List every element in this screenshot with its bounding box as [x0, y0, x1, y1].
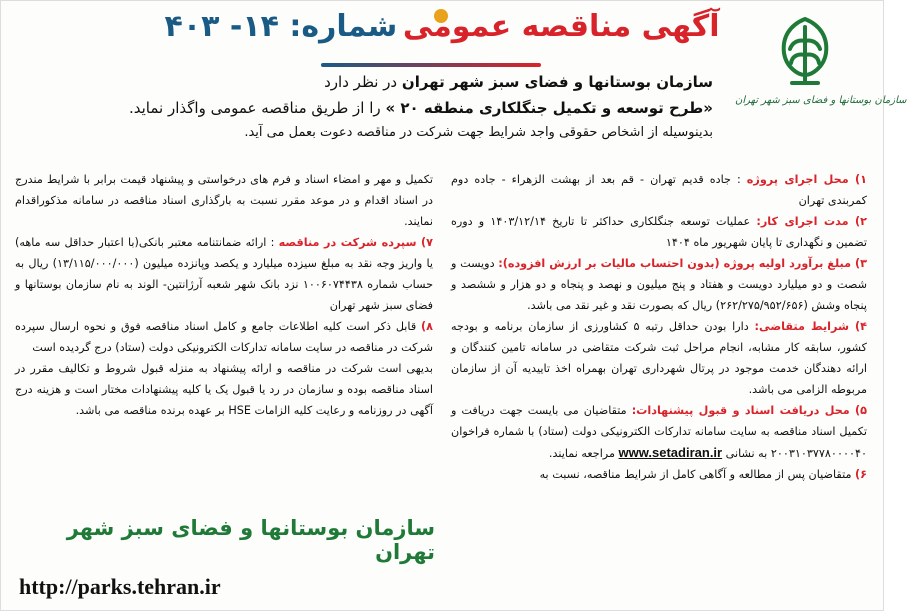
footer-url-link[interactable]: http://parks.tehran.ir [19, 574, 221, 599]
title-main: آگهی مناقصه عمومی [402, 9, 720, 44]
section-5-text-a: متقاضیان می بایست جهت دریافت و تکمیل اسناد مناقصه به سایت سامانه تدارکات الکترونیکی دولت (ستاد) با شماره فراخوان ۲۰۰۳۱۰۳۷۷۸۰۰۰۰۴۰ به نشانی [451, 404, 867, 460]
section-5 [451, 400, 867, 464]
intro-invite: بدینوسیله از اشخاص حقوقی واجد شرایط جهت شرکت در مناقصه دعوت بعمل می آید. [244, 125, 713, 140]
closing-paragraph: بدیهی است شرکت در مناقصه و ارائه پیشنهاد به منزله قبول شروط و تکالیف مقرر در اسناد مناقصه بوده و سازمان در رد یا قبول یک یا کلیه پیشنهادات مختار است و هزینه درج آگهی در روزنامه و رعایت کلیه الزامات HSE بر عهده برنده مناقصه می باشد. [15, 362, 433, 417]
intro-line-2 [21, 99, 713, 117]
section-5-title: ۵) محل دریافت اسناد و قبول پیشنهادات: [631, 404, 868, 417]
section-5-text-b: مراجعه نمایند. [548, 447, 615, 460]
section-1-text: : جاده قدیم تهران - قم بعد از بهشت الزهراء - جاده دوم کمربندی تهران [451, 173, 867, 207]
section-8-title: ۸) [421, 320, 434, 333]
left-column [15, 169, 433, 421]
organization-logo [735, 13, 907, 123]
section-4-text: دارا بودن حداقل رتبه ۵ کشاورزی از سازمان برنامه و بودجه کشور، سابقه کار مشابه، انجام مراحل ثبت شرکت متقاضی در سامانه تامین کنندگان و ارائه دهندگان خدمت موجود در پرتال شهرداری تهران بهمراه اخذ تاییدیه آن از سازمان مربوطه الزامی می باشد. [451, 320, 867, 396]
section-2 [451, 211, 867, 253]
section-6-text: متقاضیان پس از مطالعه و آگاهی کامل از شرایط مناقصه، نسبت به [539, 468, 852, 481]
section-2-text: عملیات توسعه جنگلکاری حداکثر تا تاریخ ۱۴۰۳/۱۲/۱۴ و دوره تضمین و نگهداری تا پایان شهریور ماه ۱۴۰۴ [451, 215, 867, 249]
section-8-text: قابل ذکر است کلیه اطلاعات جامع و کامل اسناد مناقصه فوق و نحوه ارسال سپرده شرکت در مناقصه در سایت سامانه تدارکات الکترونیکی دولت (ستاد) درج گردیده است [15, 320, 433, 354]
section-2-title: ۲) مدت اجرای کار: [756, 215, 867, 228]
section-7-title: ۷) سپرده شرکت در مناقصه [278, 236, 434, 249]
intro-project: «طرح توسعه و تکمیل جنگلکاری منطقه ۲۰ » [385, 99, 713, 117]
section-6-continued: تکمیل و مهر و امضاء اسناد و فرم های درخواستی و پیشنهاد قیمت برابر با شرایط مندرج در اسناد اقدام و در موعد مقرر نسبت به بارگذاری اسناد مناقصه در سامانه مذکوراقدام نمایند. [15, 173, 433, 228]
footer-org-name: سازمان بوستانها و فضای سبز شهر تهران [66, 516, 435, 564]
logo-caption: سازمان بوستانها و فضای سبز شهر تهران [735, 95, 907, 106]
setadiran-link[interactable]: www.setadiran.ir [618, 445, 723, 460]
section-6 [451, 464, 867, 485]
title-underline [321, 63, 541, 67]
intro-line-1 [21, 73, 713, 91]
tree-emblem-icon [770, 13, 840, 93]
section-6-title: ۶) [855, 468, 867, 481]
intro-org-suffix: در نظر دارد [324, 73, 398, 91]
section-8 [15, 316, 433, 358]
intro-org: سازمان بوستانها و فضای سبز شهر تهران [401, 73, 713, 91]
section-3 [451, 253, 867, 316]
page-title [161, 9, 723, 65]
section-1 [451, 169, 867, 211]
section-3-title: ۳) مبلغ برآورد اولیه پروژه (بدون احتساب مالیات بر ارزش افزوده): [498, 257, 867, 270]
section-1-title: ۱) محل اجرای پروژه [746, 173, 867, 186]
section-7-text: : ارائه ضمانتنامه معتبر بانکی(با اعتبار حداقل سه ماهه) یا واریز وجه نقد به مبلغ سیزده میلیارد و یکصد وپانزده میلیون (۱۳/۱۱۵/۰۰۰/۰۰۰) ریال به حساب شماره ۱۰۰۶۰۷۴۴۳۸ نزد بانک شهر شعبه آرژانتین- الوند به نام سازمان بوستانها و فضای سبز شهر تهران [15, 236, 433, 312]
section-4-title: ۴) شرایط متقاضی: [754, 320, 867, 333]
section-4 [451, 316, 867, 400]
section-7 [15, 232, 433, 316]
right-column [451, 169, 867, 485]
intro-project-suffix: را از طریق مناقصه عمومی واگذار نماید. [128, 99, 381, 117]
title-number: شماره: ۱۴- ۴۰۳ [164, 9, 398, 44]
section-3-text: دویست و شصت و دو میلیارد دویست و هفتاد و پنج میلیون و نهصد و پنجاه و دو هزار و ششصد و پنجاه وشش (۲۶۲/۲۷۵/۹۵۲/۶۵۶) ریال که بصورت نقد و غیر نقد می باشد. [451, 257, 867, 312]
